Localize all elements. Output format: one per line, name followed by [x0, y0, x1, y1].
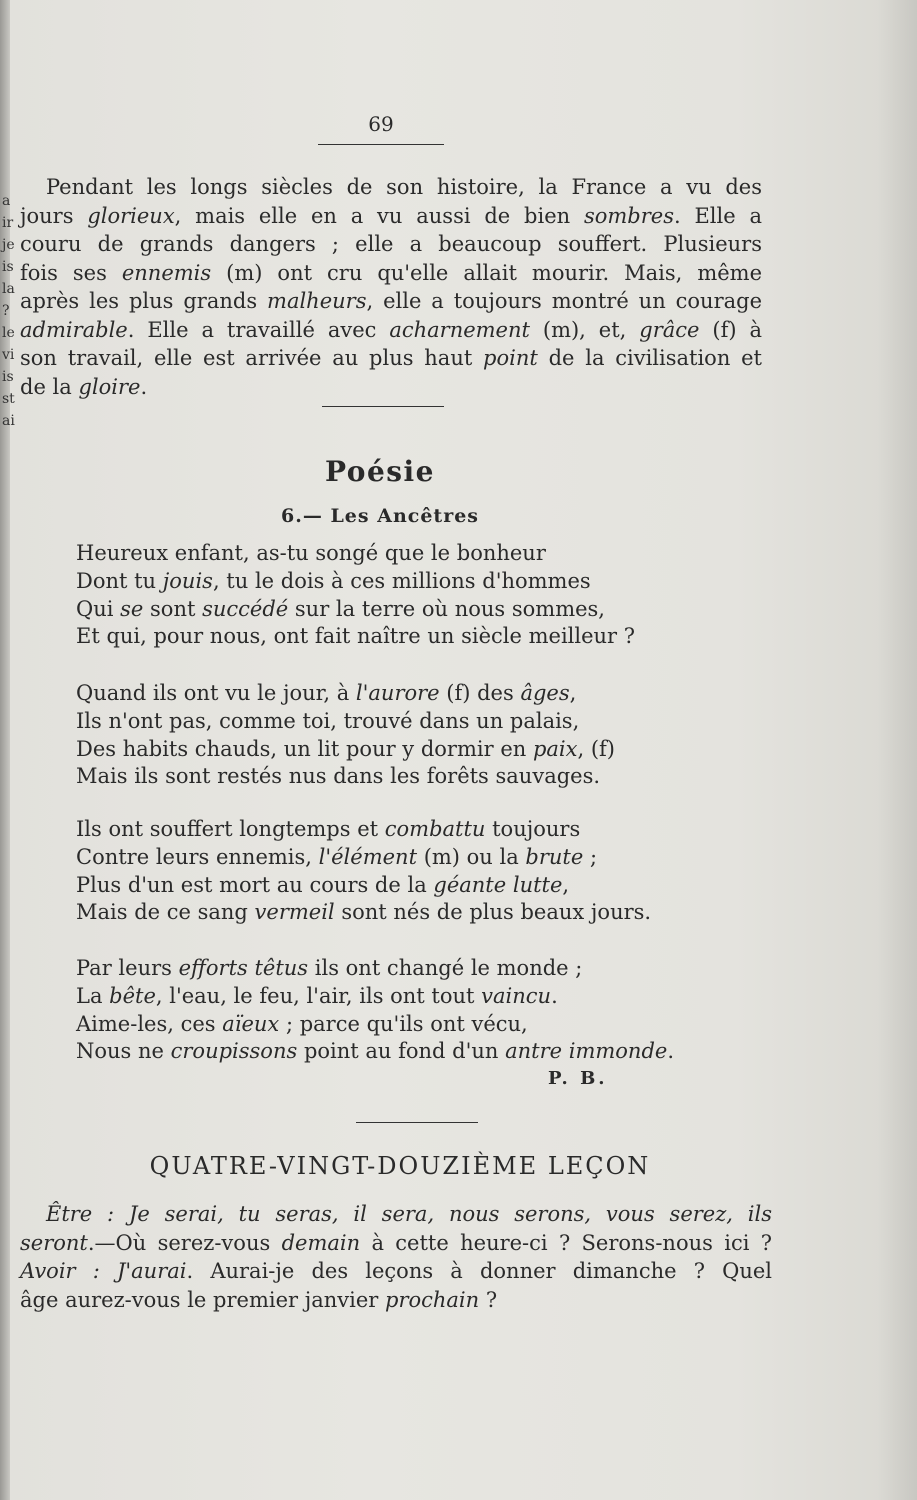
poem-line: Nous ne croupissons point au fond d'un antre immonde.	[76, 1039, 675, 1064]
italic-word: seront	[20, 1230, 88, 1255]
italic-word: bête	[109, 983, 156, 1008]
prose-line: admirable. Elle a travaillé avec acharnement (m), et, grâce (f) à	[20, 317, 763, 342]
poem-line: Qui se sont succédé sur la terre où nous sommes,	[76, 596, 605, 621]
italic-word: combattu	[384, 817, 486, 841]
italic-word: gloire	[78, 374, 141, 399]
italic-word: efforts têtus	[178, 956, 309, 980]
poem-line: Par leurs efforts têtus ils ont changé le monde ;	[76, 956, 583, 980]
poem-section-title: Poésie	[324, 455, 435, 488]
italic-word: ennemis	[121, 260, 212, 285]
italic-word: Être : Je serai, tu seras, il sera, nous serons, vous serez, ils	[46, 1202, 772, 1226]
italic-word: croupissons	[170, 1039, 298, 1064]
poem-stanza	[76, 680, 615, 791]
lesson-line: âge aurez-vous le premier janvier prochain ?	[20, 1287, 498, 1312]
margin-fragment: is	[2, 369, 14, 385]
margin-fragment: je	[2, 237, 15, 253]
poem-stanza	[76, 540, 635, 651]
lesson-text	[20, 1200, 772, 1314]
italic-word: malheurs	[267, 289, 367, 313]
italic-word: Avoir : J'aurai	[20, 1259, 187, 1283]
margin-fragment: le	[2, 325, 15, 341]
poem-line: Aime-les, ces aïeux ; parce qu'ils ont vécu,	[76, 1011, 528, 1036]
italic-word: l'aurore	[355, 681, 440, 705]
lesson-title: QUATRE-VINGT-DOUZIÈME LEÇON	[149, 1152, 651, 1180]
italic-word: prochain	[385, 1287, 480, 1312]
italic-word: sombres	[583, 203, 674, 228]
prose-line: de la gloire.	[20, 374, 148, 399]
poem-stanza	[76, 955, 674, 1066]
poem-stanza	[76, 816, 651, 927]
poem-line: Et qui, pour nous, ont fait naître un siècle meilleur ?	[76, 624, 636, 649]
poem-line: Ils ont souffert longtemps et combattu toujours	[76, 817, 581, 841]
italic-word: vaincu	[481, 983, 552, 1008]
italic-word: aïeux	[222, 1011, 280, 1036]
poem-title: 6.— Les Ancêtres	[281, 505, 479, 527]
prose-line: jours glorieux, mais elle en a vu aussi de bien sombres. Elle a	[20, 203, 762, 228]
divider-rule	[322, 406, 444, 407]
italic-word: point	[483, 346, 538, 370]
italic-word: demain	[281, 1230, 361, 1255]
divider-rule	[356, 1122, 478, 1123]
poem-line: Plus d'un est mort au cours de la géante lutte,	[76, 872, 570, 897]
italic-word: acharnement	[389, 317, 530, 342]
poem-signature: P. B.	[548, 1068, 608, 1089]
margin-fragment: is	[2, 259, 14, 275]
margin-fragments	[2, 190, 16, 432]
italic-word: l'élément	[318, 844, 418, 869]
margin-fragment: ir	[2, 215, 14, 231]
margin-fragment: la	[2, 281, 15, 297]
margin-fragment: a	[2, 193, 11, 209]
italic-word: admirable	[20, 317, 128, 342]
prose-paragraph	[20, 173, 762, 401]
margin-fragment: vi	[2, 347, 15, 363]
italic-word: succédé	[202, 596, 289, 621]
prose-line: Pendant les longs siècles de son histoire, la France a vu des	[46, 175, 762, 199]
margin-fragment: ?	[2, 303, 10, 319]
poem-line: Contre leurs ennemis, l'élément (m) ou la brute ;	[76, 844, 598, 869]
poem-line: Ils n'ont pas, comme toi, trouvé dans un palais,	[76, 708, 580, 733]
poem-line: La bête, l'eau, le feu, l'air, ils ont tout vaincu.	[76, 983, 558, 1008]
prose-line: après les plus grands malheurs, elle a toujours montré un courage	[20, 289, 762, 313]
lesson-line: Avoir : J'aurai. Aurai-je des leçons à donner dimanche ? Quel	[20, 1259, 772, 1283]
italic-word: vermeil	[254, 900, 335, 925]
poem-line: Des habits chauds, un lit pour y dormir en paix, (f)	[76, 736, 615, 761]
prose-line: couru de grands dangers ; elle a beaucoup souffert. Plusieurs	[20, 232, 762, 256]
margin-fragment: st	[2, 391, 15, 407]
italic-word: grâce	[639, 317, 700, 342]
poem-line: Quand ils ont vu le jour, à l'aurore (f) des âges,	[76, 681, 577, 705]
margin-fragment: ai	[2, 413, 15, 429]
poem-line: Mais de ce sang vermeil sont nés de plus beaux jours.	[76, 900, 652, 925]
page-shadow	[877, 0, 917, 1500]
italic-word: se	[120, 596, 144, 621]
poem-line: Mais ils sont restés nus dans les forêts sauvages.	[76, 764, 601, 789]
italic-word: antre immonde	[505, 1039, 668, 1064]
page-number: 69	[318, 112, 444, 145]
italic-word: brute	[525, 844, 584, 869]
italic-word: jouis	[162, 568, 213, 593]
italic-word: paix	[532, 736, 578, 761]
italic-word: glorieux	[87, 203, 175, 228]
poem-line: Dont tu jouis, tu le dois à ces millions d'hommes	[76, 568, 591, 593]
prose-line: son travail, elle est arrivée au plus haut point de la civilisation et	[20, 346, 762, 370]
poem-line: Heureux enfant, as-tu songé que le bonheur	[76, 541, 546, 565]
lesson-line: seront.—Où serez-vous demain à cette heure-ci ? Serons-nous ici ?	[20, 1230, 773, 1255]
italic-word: âges	[520, 681, 570, 705]
italic-word: géante lutte	[433, 872, 563, 897]
lesson-line	[20, 1200, 772, 1229]
prose-line: fois ses ennemis (m) ont cru qu'elle allait mourir. Mais, même	[20, 260, 763, 285]
